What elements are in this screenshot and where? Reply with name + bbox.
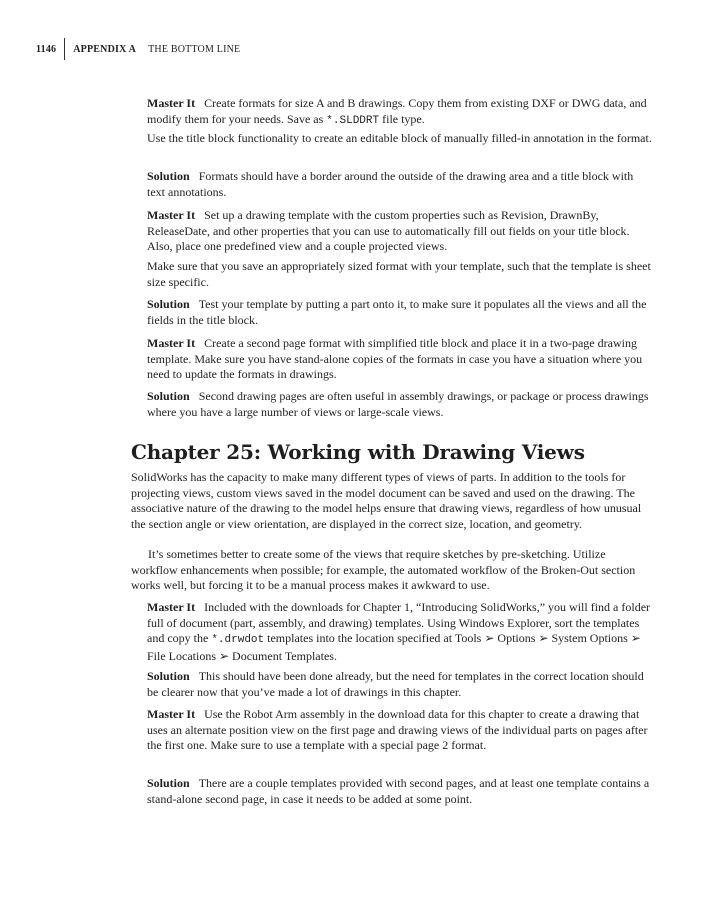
block-label: Master It	[147, 96, 196, 110]
block-text: Set up a drawing template with the custom properties such as Revision, DrawnBy, ReleaseDate, and other properties that you can use to automatically fill out fields on your title block. Also, place one predefined view and a couple projected views.	[147, 208, 630, 253]
chapter-paragraph-1: SolidWorks has the capacity to make many different types of views of parts. In addition to the tools for projecting views, custom views saved in the model document can be saved and used on the drawing. The associative nature of the drawing to the model helps ensure that drawing views, regardless of how unusual the section angle or view orientation, are displayed in the correct size, location, and geometry.	[131, 470, 642, 531]
block-text: Create formats for size A and B drawings. Copy them from existing DXF or DWG data, and modify them for your needs. Save as	[147, 96, 647, 126]
solution-second-page	[147, 389, 653, 420]
block-text: Use the title block functionality to create an editable block of manually filled-in annotation in the format.	[147, 131, 652, 145]
solution-formats	[147, 169, 653, 200]
inline-code: *.drwdot	[211, 634, 265, 646]
block-label: Solution	[147, 389, 190, 403]
solution-robot-arm	[147, 776, 653, 807]
note-format-size	[147, 259, 653, 290]
block-text: There are a couple templates provided with second pages, and at least one template contains a stand-alone second page, in case it needs to be added at some point.	[147, 776, 650, 806]
block-label: Master It	[147, 336, 196, 350]
block-label: Master It	[147, 600, 196, 614]
master-it-robot-arm	[147, 707, 653, 754]
page-number: 1146	[36, 43, 57, 55]
block-label: Solution	[147, 297, 190, 311]
block-text: Use the Robot Arm assembly in the download data for this chapter to create a drawing that uses an alternate position view on the first page and drawing views of the individual parts on pages after the first one. Make sure to use a template with a special page 2 format.	[147, 707, 648, 752]
running-header	[36, 38, 240, 60]
solution-template	[147, 297, 653, 328]
chapter-heading: Chapter 25: Working with Drawing Views	[131, 440, 585, 464]
block-text: Formats should have a border around the outside of the drawing area and a title block with text annotations.	[147, 169, 634, 199]
header-divider	[64, 38, 65, 60]
note-title-block	[147, 131, 653, 147]
block-label: Solution	[147, 669, 190, 683]
block-text: Create a second page format with simplified title block and place it in a two-page drawing template. Make sure you have stand-alone copies of the formats in case you have a situation where you need to update the formats in drawings.	[147, 336, 643, 381]
block-text: Included with the downloads for Chapter 1, “Introducing SolidWorks,” you will find a folder full of document (part, assembly, and drawing) templates. Using Windows Explorer, sort the templates and copy the	[147, 600, 651, 645]
block-text: Test your template by putting a part onto it, to make sure it populates all the views and all the fields in the title block.	[147, 297, 647, 327]
master-it-formats	[147, 96, 653, 129]
block-text: This should have been done already, but the need for templates in the correct location should be clearer now that you’ve made a lot of drawings in this chapter.	[147, 669, 644, 699]
chapter-paragraph-2: It’s sometimes better to create some of the views that require sketches by pre-sketching. Utilize workflow enhancements when possible; for example, the automated workflow of the Broken-Out section works well, but forcing it to be a manual process makes it awkward to use.	[131, 547, 636, 592]
block-text-after: file type.	[379, 111, 425, 126]
master-it-templates-copy	[147, 600, 653, 664]
block-text: Make sure that you save an appropriately sized format with your template, such that the template is sheet size specific.	[147, 259, 651, 289]
master-it-template	[147, 208, 653, 255]
section-title: THE BOTTOM LINE	[148, 43, 241, 55]
solution-templates-copy	[147, 669, 653, 700]
block-label: Master It	[147, 208, 196, 222]
appendix-label: APPENDIX A	[73, 43, 137, 55]
master-it-second-page	[147, 336, 653, 383]
block-label: Solution	[147, 169, 190, 183]
block-label: Solution	[147, 776, 190, 790]
block-text: Second drawing pages are often useful in assembly drawings, or package or process drawings where you have a large number of views or large-scale views.	[147, 389, 649, 419]
inline-code: *.SLDDRT	[326, 114, 380, 127]
block-label: Master It	[147, 707, 196, 721]
block-text-after: templates into the location specified at Tools ➢ Options ➢ System Options ➢ File Locations ➢ Document Templates.	[147, 631, 641, 663]
